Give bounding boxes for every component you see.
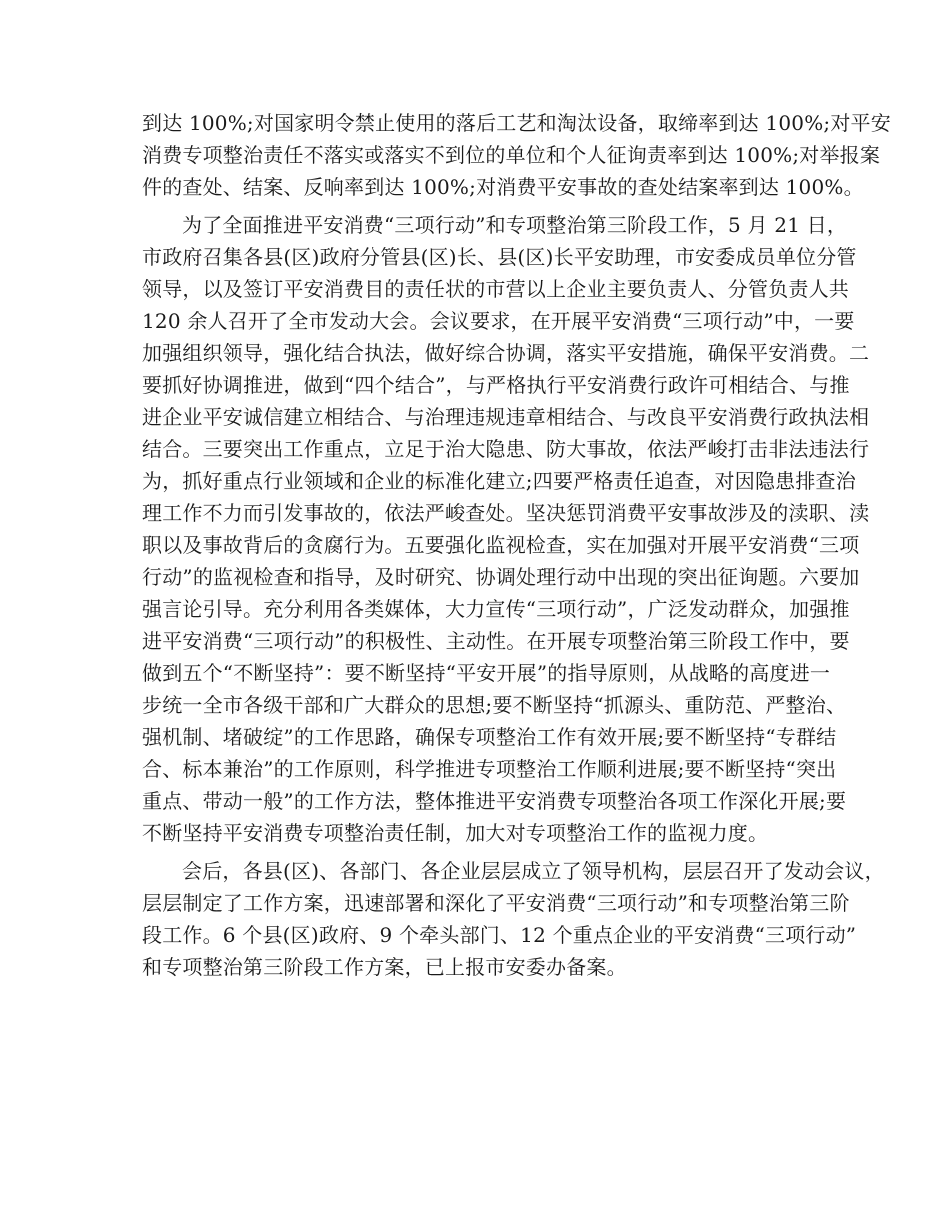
text-line: 合、标本兼治”的工作原则，科学推进专项整治工作顺利进展;要不断坚持“突出 <box>142 757 837 781</box>
paragraph-1 <box>142 107 891 203</box>
text-line: 段工作。6 个县(区)政府、9 个牵头部门、12 个重点企业的平安消费“三项行动” <box>142 923 857 947</box>
text-line: 到达 100%;对国家明令禁止使用的落后工艺和淘汰设备，取缔率到达 100%;对平安 <box>142 111 891 135</box>
text-line: 进企业平安诚信建立相结合、与治理违规违章相结合、与改良平安消费行政执法相 <box>142 405 870 429</box>
text-line: 市政府召集各县(区)政府分管县(区)长、县(区)长平安助理，市安委成员单位分管 <box>142 245 857 269</box>
text-line: 步统一全市各级干部和广大群众的思想;要不断坚持“抓源头、重防范、严整治、 <box>142 693 847 717</box>
paragraph-2 <box>142 209 870 849</box>
text-line: 层层制定了工作方案，迅速部署和深化了平安消费“三项行动”和专项整治第三阶 <box>142 891 850 915</box>
text-line: 120 余人召开了全市发动大会。会议要求，在开展平安消费“三项行动”中，一要 <box>142 309 855 333</box>
text-line: 不断坚持平安消费专项整治责任制，加大对专项整治工作的监视力度。 <box>142 821 769 845</box>
text-line: 强言论引导。充分利用各类媒体，大力宣传“三项行动”，广泛发动群众，加强推 <box>142 597 850 621</box>
text-line: 为了全面推进平安消费“三项行动”和专项整治第三阶段工作，5 月 21 日， <box>182 213 848 237</box>
text-line: 强机制、堵破绽”的工作思路，确保专项整治工作有效开展;要不断坚持“专群结 <box>142 725 837 749</box>
text-line: 消费专项整治责任不落实或落实不到位的单位和个人征询责率到达 100%;对举报案 <box>142 143 881 167</box>
text-line: 件的查处、结案、反响率到达 100%;对消费平安事故的查处结案率到达 100%。 <box>142 175 864 199</box>
text-line: 进平安消费“三项行动”的积极性、主动性。在开展专项整治第三阶段工作中，要 <box>142 629 850 653</box>
document-body <box>142 107 891 983</box>
text-line: 做到五个“不断坚持”：要不断坚持“平安开展”的指导原则，从战略的高度进一 <box>142 661 831 685</box>
text-line: 重点、带动一般”的工作方法，整体推进平安消费专项整治各项工作深化开展;要 <box>142 789 847 813</box>
paragraph-3 <box>142 855 885 983</box>
text-line: 结合。三要突出工作重点，立足于治大隐患、防大事故，依法严峻打击非法违法行 <box>142 437 870 461</box>
text-line: 会后，各县(区)、各部门、各企业层层成立了领导机构，层层召开了发动会议， <box>182 859 885 883</box>
text-line: 行动”的监视检查和指导，及时研究、协调处理行动中出现的突出征询题。六要加 <box>142 565 860 589</box>
text-line: 理工作不力而引发事故的，依法严峻查处。坚决惩罚消费平安事故涉及的渎职、渎 <box>142 501 870 525</box>
text-line: 加强组织领导，强化结合执法，做好综合协调，落实平安措施，确保平安消费。二 <box>142 341 870 365</box>
text-line: 职以及事故背后的贪腐行为。五要强化监视检查，实在加强对开展平安消费“三项 <box>142 533 860 557</box>
text-line: 为，抓好重点行业领域和企业的标准化建立;四要严格责任追查，对因隐患排查治 <box>142 469 856 493</box>
text-line: 要抓好协调推进，做到“四个结合”，与严格执行平安消费行政许可相结合、与推 <box>142 373 850 397</box>
text-line: 领导，以及签订平安消费目的责任状的市营以上企业主要负责人、分管负责人共 <box>142 277 849 301</box>
text-line: 和专项整治第三阶段工作方案，已上报市安委办备案。 <box>142 955 627 979</box>
